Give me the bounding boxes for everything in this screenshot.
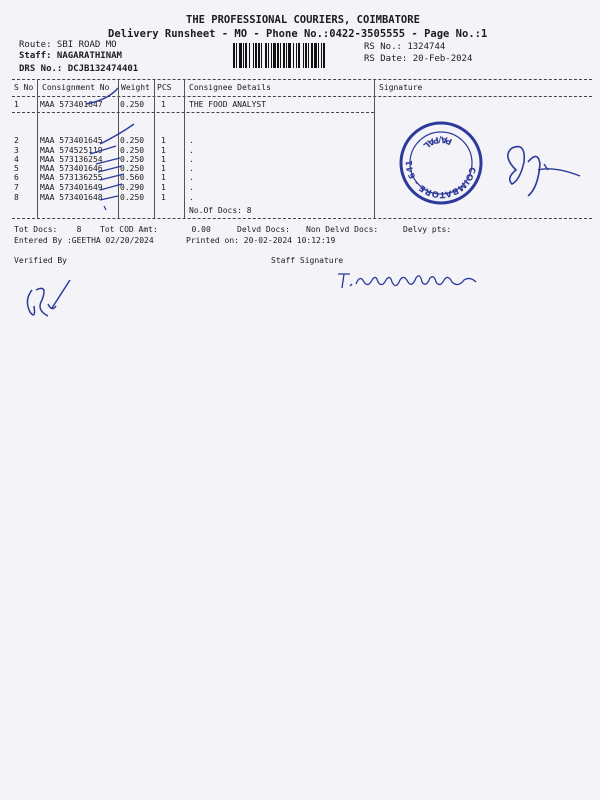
tot-cod-amount: Tot COD Amt: 0.00 <box>100 225 211 234</box>
row-sno: 6 <box>14 173 19 182</box>
col-sno: S No <box>14 83 34 92</box>
route-label: Route: SBI ROAD MO <box>19 40 117 50</box>
row-pcs: 1 <box>161 136 166 145</box>
verified-by-label: Verified By <box>14 256 67 265</box>
row-consignee-details: . <box>189 173 194 182</box>
row-consignee-details: . <box>189 155 194 164</box>
row-pcs: 1 <box>161 183 166 192</box>
row-weight: 0.290 <box>120 183 145 192</box>
tot-docs: Tot Docs: 8 <box>14 225 82 234</box>
row-weight: 0.250 <box>120 146 145 155</box>
office-stamp <box>398 120 484 206</box>
row-sno: 4 <box>14 155 19 164</box>
row-weight: 0.560 <box>120 173 145 182</box>
row-consignee-details: THE FOOD ANALYST <box>189 100 267 109</box>
non-delvd-docs: Non Delvd Docs: <box>306 225 379 234</box>
drs-number: DRS No.: DCJB132474401 <box>19 64 139 74</box>
row-consignment-no: MAA 573401649 <box>40 183 103 192</box>
staff-signature <box>334 266 484 296</box>
row-consignment-no: MAA 574525119 <box>40 146 103 155</box>
no-of-docs: No.Of Docs: 8 <box>189 206 252 215</box>
rs-date: RS Date: 20-Feb-2024 <box>364 54 473 64</box>
row-weight: 0.250 <box>120 100 145 109</box>
staff-signature-label: Staff Signature <box>271 256 344 265</box>
row-consignee-details: . <box>189 193 194 202</box>
staff-label: Staff: NAGARATHINAM <box>19 51 122 61</box>
col-pcs: PCS <box>157 83 172 92</box>
row-weight: 0.250 <box>120 155 145 164</box>
row-sno: 5 <box>14 164 19 173</box>
col-signature: Signature <box>379 83 423 92</box>
row-weight: 0.250 <box>120 193 145 202</box>
row-consignee-details: . <box>189 136 194 145</box>
row-pcs: 1 <box>161 155 166 164</box>
delvy-pts: Delvy pts: <box>403 225 452 234</box>
row-consignee-details: . <box>189 164 194 173</box>
row-consignee-details: . <box>189 146 194 155</box>
printed-on: Printed on: 20-02-2024 10:12:19 <box>186 236 336 245</box>
col-weight: Weight <box>121 83 150 92</box>
row-sno: 1 <box>14 100 19 109</box>
row-sno: 2 <box>14 136 19 145</box>
row-pcs: 1 <box>161 146 166 155</box>
row-sno: 7 <box>14 183 19 192</box>
row-consignment-no: MAA 573401645 <box>40 136 103 145</box>
rs-number: RS No.: 1324744 <box>364 42 446 52</box>
company-title: THE PROFESSIONAL COURIERS, COIMBATORE <box>186 14 420 26</box>
row-consignment-no: MAA 573401647 <box>40 100 103 109</box>
row-consignment-no: MAA 573136255 <box>40 173 103 182</box>
row-consignment-no: MAA 573401646 <box>40 164 103 173</box>
stamp-bottom-text: PA/PAL <box>420 133 454 151</box>
row-consignee-details: . <box>189 183 194 192</box>
row-weight: 0.250 <box>120 136 145 145</box>
consignee-signature <box>498 140 588 200</box>
delvd-docs: Delvd Docs: <box>237 225 290 234</box>
col-consignee-details: Consignee Details <box>189 83 271 92</box>
row-pcs: 1 <box>161 100 166 109</box>
row-consignment-no: MAA 573136254 <box>40 155 103 164</box>
row-sno: 8 <box>14 193 19 202</box>
entered-by: Entered By :GEETHA 02/20/2024 <box>14 236 154 245</box>
row-pcs: 1 <box>161 193 166 202</box>
row-sno: 3 <box>14 146 19 155</box>
row-consignment-no: MAA 573401648 <box>40 193 103 202</box>
runsheet-subtitle: Delivery Runsheet - MO - Phone No.:0422-3505555 - Page No.:1 <box>108 28 488 40</box>
col-consignment: Consignment No <box>42 83 110 92</box>
verified-by-signature <box>18 270 78 330</box>
row-pcs: 1 <box>161 164 166 173</box>
row-pcs: 1 <box>161 173 166 182</box>
stamp-top-text: COIMBATORE - 641 <box>404 160 477 200</box>
row-weight: 0.250 <box>120 164 145 173</box>
